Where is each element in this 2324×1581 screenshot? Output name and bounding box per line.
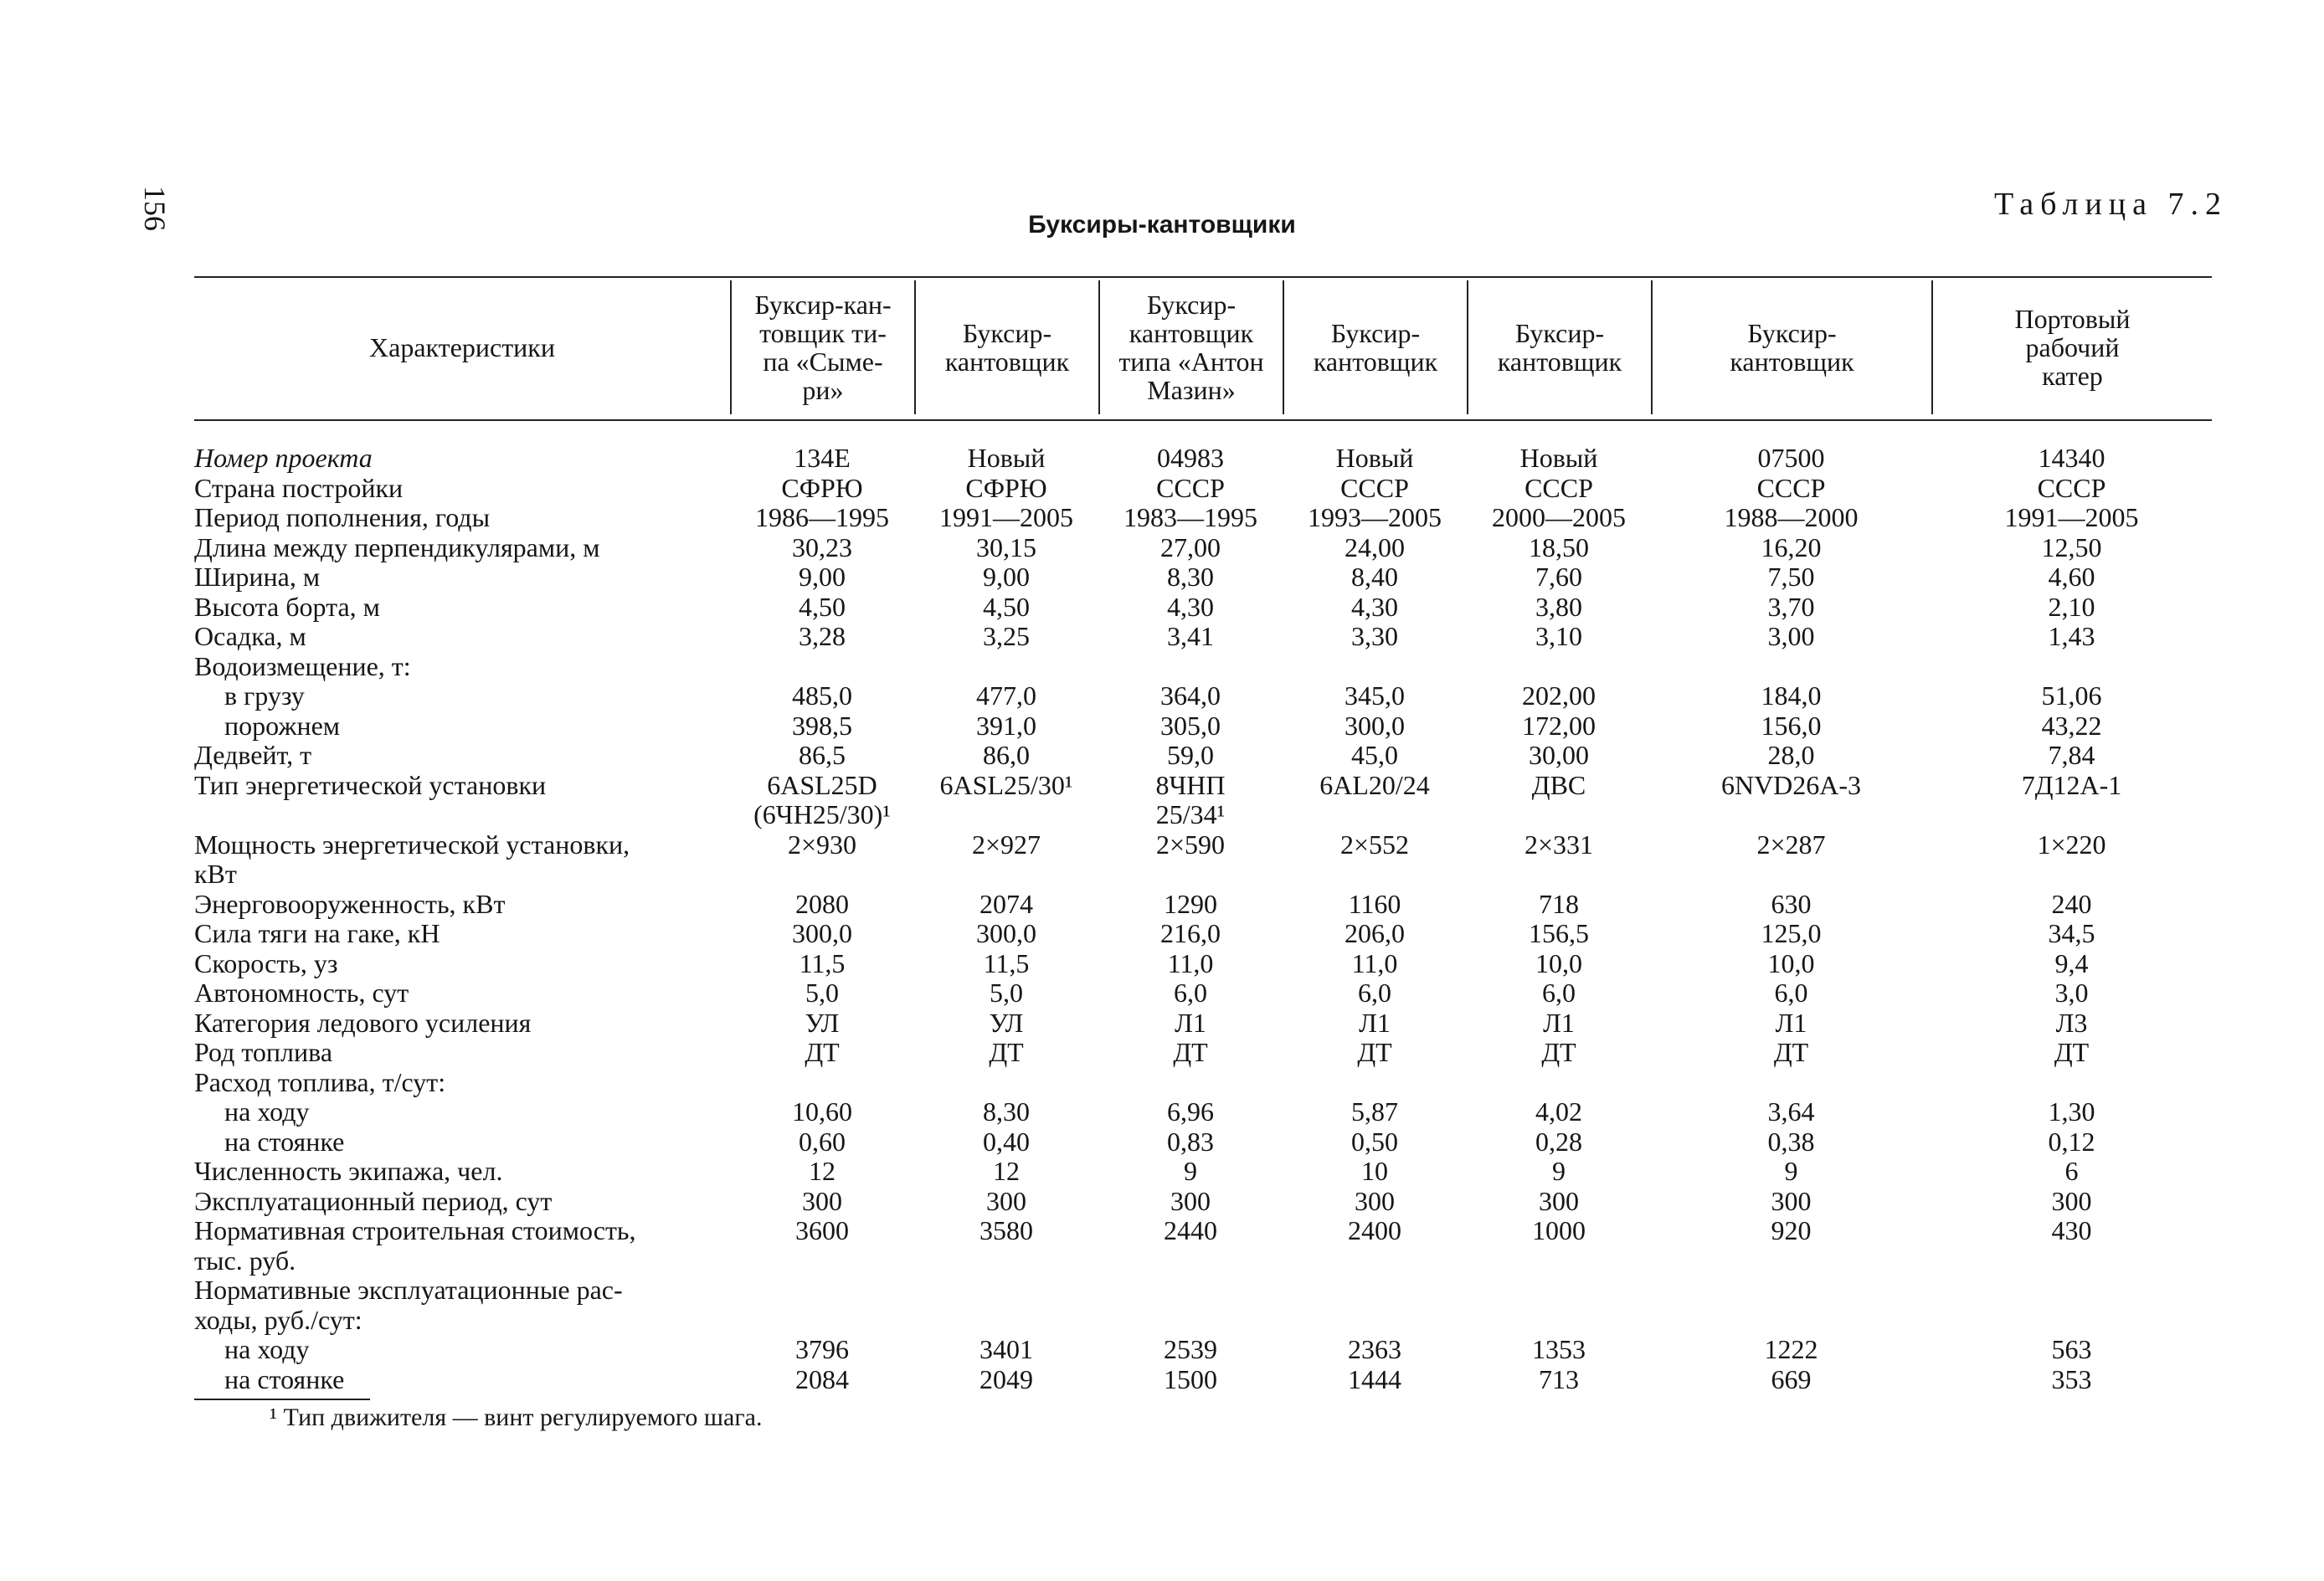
row-label: Эксплуатационный период, сут bbox=[194, 1185, 553, 1216]
cell-col-4: СССР bbox=[1340, 472, 1409, 503]
cell-col-1: 1986—1995 bbox=[755, 502, 889, 532]
cell-col-2: 3,25 bbox=[983, 621, 1030, 651]
cell-col-5 bbox=[1467, 1068, 1651, 1098]
cell-col-4 bbox=[1283, 1276, 1467, 1335]
cell-col-3: 1290 bbox=[1164, 888, 1217, 919]
table-row bbox=[194, 1068, 2212, 1098]
cell-col-7: ДТ bbox=[2054, 1037, 2090, 1067]
table-row bbox=[194, 978, 2212, 1009]
cell-col-5: 2×331 bbox=[1524, 829, 1594, 860]
cell-col-1: 3,28 bbox=[799, 621, 846, 651]
cell-col-6: 10,0 bbox=[1767, 947, 1815, 978]
table-row bbox=[194, 593, 2212, 623]
cell-col-2: 11,5 bbox=[983, 947, 1030, 978]
row-label: Дедвейт, т bbox=[194, 740, 312, 770]
row-label: Длина между перпендикулярами, м bbox=[194, 531, 600, 562]
cell-col-6: 156,0 bbox=[1761, 710, 1822, 741]
row-label: на стоянке bbox=[224, 1363, 345, 1394]
cell-col-7: 51,06 bbox=[2041, 680, 2102, 711]
cell-col-1: СФРЮ bbox=[781, 472, 863, 503]
table-row bbox=[194, 1097, 2212, 1127]
cell-col-6: 6,0 bbox=[1774, 978, 1808, 1008]
cell-col-1: 0,60 bbox=[799, 1126, 846, 1157]
cell-col-1: 11,5 bbox=[799, 947, 846, 978]
cell-col-3: 1500 bbox=[1164, 1363, 1217, 1394]
row-label: Расход топлива, т/сут: bbox=[194, 1066, 446, 1097]
row-label: Численность экипажа, чел. bbox=[194, 1156, 503, 1186]
row-label: Род топлива bbox=[194, 1037, 333, 1067]
cell-col-3 bbox=[1098, 1068, 1283, 1098]
table-top-rule bbox=[194, 276, 2212, 278]
header-col-7: Портовый рабочий катер bbox=[1931, 280, 2212, 414]
cell-col-3: СССР bbox=[1156, 472, 1225, 503]
cell-col-7: 3,0 bbox=[2054, 978, 2089, 1008]
cell-col-6: 669 bbox=[1771, 1363, 1812, 1394]
cell-col-5: 300 bbox=[1539, 1185, 1579, 1216]
table-row bbox=[194, 711, 2212, 742]
cell-col-2: 30,15 bbox=[976, 531, 1036, 562]
cell-col-2: 477,0 bbox=[976, 680, 1036, 711]
table-row bbox=[194, 949, 2212, 979]
cell-col-3: 216,0 bbox=[1160, 918, 1221, 948]
row-label: Сила тяги на гаке, кН bbox=[194, 918, 440, 948]
cell-col-2: 8,30 bbox=[983, 1096, 1030, 1127]
cell-col-5: ДВС bbox=[1531, 769, 1586, 800]
cell-col-6: ДТ bbox=[1773, 1037, 1809, 1067]
row-label: Нормативная строительная стоимость, тыс. руб. bbox=[194, 1215, 636, 1276]
cell-col-4: 2363 bbox=[1348, 1334, 1401, 1364]
cell-col-1: 10,60 bbox=[792, 1096, 852, 1127]
cell-col-1: УЛ bbox=[805, 1007, 840, 1038]
cell-col-6: 16,20 bbox=[1761, 531, 1822, 562]
cell-col-5: 4,02 bbox=[1535, 1096, 1582, 1127]
cell-col-7: 6 bbox=[2064, 1156, 2079, 1186]
cell-col-1: ДТ bbox=[805, 1037, 840, 1067]
cell-col-5 bbox=[1467, 652, 1651, 682]
table-title: Буксиры-кантовщики bbox=[1028, 211, 1296, 239]
cell-col-5: 10,0 bbox=[1535, 947, 1582, 978]
row-label: Скорость, уз bbox=[194, 947, 338, 978]
cell-col-6: Л1 bbox=[1775, 1007, 1807, 1038]
cell-col-6: 184,0 bbox=[1761, 680, 1822, 711]
cell-col-2 bbox=[914, 1068, 1098, 1098]
cell-col-1: 12 bbox=[809, 1156, 836, 1186]
cell-col-1: 398,5 bbox=[792, 710, 852, 741]
cell-col-4: 6,0 bbox=[1358, 978, 1391, 1008]
row-label: на стоянке bbox=[224, 1126, 345, 1157]
table-bottom-rule bbox=[194, 1399, 370, 1400]
header-col-2: Буксир- кантовщик bbox=[914, 280, 1098, 414]
cell-col-7: 1,30 bbox=[2048, 1096, 2095, 1127]
row-label: Нормативные эксплуатационные рас- ходы, руб./сут: bbox=[194, 1275, 623, 1335]
cell-col-4: 3,30 bbox=[1351, 621, 1398, 651]
cell-col-7: 2,10 bbox=[2048, 591, 2095, 622]
cell-col-4: 8,40 bbox=[1351, 562, 1398, 592]
cell-col-3: ДТ bbox=[1173, 1037, 1208, 1067]
cell-col-7: 240 bbox=[2051, 888, 2092, 919]
table-row bbox=[194, 1187, 2212, 1217]
cell-col-2: 5,0 bbox=[990, 978, 1023, 1008]
cell-col-4 bbox=[1283, 1068, 1467, 1098]
cell-col-6: 125,0 bbox=[1761, 918, 1822, 948]
cell-col-1 bbox=[730, 1276, 914, 1335]
cell-col-7: 1991—2005 bbox=[2004, 502, 2139, 532]
header-col-1: Буксир-кан- товщик ти- па «Сыме- ри» bbox=[730, 280, 914, 414]
table-row bbox=[194, 652, 2212, 682]
cell-col-3: 9 bbox=[1184, 1156, 1197, 1186]
row-label: Тип энергетической установки bbox=[194, 769, 547, 800]
cell-col-6: 3,70 bbox=[1767, 591, 1815, 622]
row-label: на ходу bbox=[224, 1334, 310, 1364]
table-row bbox=[194, 1335, 2212, 1365]
cell-col-3: 4,30 bbox=[1167, 591, 1214, 622]
cell-col-6: 3,64 bbox=[1767, 1096, 1815, 1127]
cell-col-4: Новый bbox=[1335, 443, 1414, 473]
cell-col-6 bbox=[1651, 652, 1931, 682]
cell-col-1: 3600 bbox=[795, 1215, 849, 1245]
cell-col-4: 206,0 bbox=[1345, 918, 1405, 948]
cell-col-5: 713 bbox=[1539, 1363, 1579, 1394]
cell-col-2: 6ASL25/30¹ bbox=[939, 769, 1073, 800]
table-row bbox=[194, 1157, 2212, 1187]
cell-col-7: 353 bbox=[2051, 1363, 2092, 1394]
cell-col-2: 300 bbox=[986, 1185, 1026, 1216]
cell-col-6: 630 bbox=[1771, 888, 1812, 919]
cell-col-7: СССР bbox=[2037, 472, 2106, 503]
cell-col-7: 14340 bbox=[2038, 443, 2105, 473]
table-row bbox=[194, 681, 2212, 711]
table-row bbox=[194, 1038, 2212, 1068]
cell-col-6: 7,50 bbox=[1767, 562, 1815, 592]
cell-col-5: 7,60 bbox=[1535, 562, 1582, 592]
cell-col-5: 1353 bbox=[1532, 1334, 1586, 1364]
cell-col-1: 300,0 bbox=[792, 918, 852, 948]
row-label: Мощность энергетической установки, кВт bbox=[194, 829, 630, 889]
cell-col-3: 2440 bbox=[1164, 1215, 1217, 1245]
cell-col-6: 1222 bbox=[1764, 1334, 1818, 1364]
cell-col-3 bbox=[1098, 1276, 1283, 1335]
header-col-6: Буксир- кантовщик bbox=[1651, 280, 1931, 414]
cell-col-2: СФРЮ bbox=[965, 472, 1047, 503]
cell-col-2: 4,50 bbox=[983, 591, 1030, 622]
cell-col-5: 3,10 bbox=[1535, 621, 1582, 651]
cell-col-2 bbox=[914, 652, 1098, 682]
cell-col-6: 28,0 bbox=[1767, 740, 1815, 770]
cell-col-3: 2×590 bbox=[1155, 829, 1226, 860]
cell-col-3: 6,96 bbox=[1167, 1096, 1214, 1127]
cell-col-1 bbox=[730, 652, 914, 682]
cell-col-2: Новый bbox=[967, 443, 1046, 473]
cell-col-2: 2×927 bbox=[971, 829, 1041, 860]
cell-col-5: Л1 bbox=[1543, 1007, 1575, 1038]
cell-col-4: 300,0 bbox=[1345, 710, 1405, 741]
cell-col-1: 300 bbox=[802, 1185, 842, 1216]
table-header bbox=[194, 280, 2212, 414]
cell-col-1: 30,23 bbox=[792, 531, 852, 562]
cell-col-1: 134Е bbox=[794, 443, 851, 473]
table-row bbox=[194, 890, 2212, 920]
cell-col-4: 4,30 bbox=[1351, 591, 1398, 622]
row-label: Номер проекта bbox=[194, 443, 373, 473]
cell-col-7: 430 bbox=[2051, 1215, 2092, 1245]
cell-col-6 bbox=[1651, 1068, 1931, 1098]
cell-col-4: 1160 bbox=[1348, 888, 1401, 919]
table-row bbox=[194, 1365, 2212, 1395]
cell-col-4: 2400 bbox=[1348, 1215, 1401, 1245]
header-col-3: Буксир- кантовщик типа «Антон Мазин» bbox=[1098, 280, 1283, 414]
cell-col-3: 300 bbox=[1170, 1185, 1211, 1216]
cell-col-3: 27,00 bbox=[1160, 531, 1221, 562]
cell-col-4: ДТ bbox=[1357, 1037, 1392, 1067]
cell-col-7: 7,84 bbox=[2048, 740, 2095, 770]
cell-col-7: 1,43 bbox=[2048, 621, 2095, 651]
cell-col-1: 2×930 bbox=[787, 829, 857, 860]
row-label: Период пополнения, годы bbox=[194, 502, 491, 532]
table-row bbox=[194, 1127, 2212, 1158]
cell-col-2: 3580 bbox=[979, 1215, 1033, 1245]
cell-col-6: 2×287 bbox=[1756, 829, 1826, 860]
cell-col-5: 18,50 bbox=[1529, 531, 1589, 562]
table-row bbox=[194, 622, 2212, 652]
cell-col-5: 172,00 bbox=[1522, 710, 1596, 741]
row-label: в грузу bbox=[224, 680, 305, 711]
cell-col-5: 0,28 bbox=[1535, 1126, 1582, 1157]
cell-col-7: 563 bbox=[2051, 1334, 2092, 1364]
page-number: 156 bbox=[138, 186, 172, 231]
row-label: Автономность, сут bbox=[194, 978, 409, 1008]
table-row bbox=[194, 1216, 2212, 1276]
table-label: Таблица 7.2 bbox=[1993, 187, 2228, 222]
cell-col-3: 6,0 bbox=[1174, 978, 1207, 1008]
cell-col-3: 0,83 bbox=[1167, 1126, 1214, 1157]
cell-col-6: 3,00 bbox=[1767, 621, 1815, 651]
cell-col-6: 0,38 bbox=[1767, 1126, 1815, 1157]
table-row bbox=[194, 533, 2212, 563]
row-label: Ширина, м bbox=[194, 562, 321, 592]
cell-col-1: 5,0 bbox=[805, 978, 839, 1008]
row-label: Водоизмещение, т: bbox=[194, 650, 411, 681]
table-row bbox=[194, 1009, 2212, 1039]
cell-col-2: 2049 bbox=[979, 1363, 1033, 1394]
cell-col-3: 11,0 bbox=[1167, 947, 1214, 978]
cell-col-5: 6,0 bbox=[1542, 978, 1576, 1008]
cell-col-3: 04983 bbox=[1157, 443, 1224, 473]
cell-col-3: 1983—1995 bbox=[1123, 502, 1257, 532]
cell-col-3: 364,0 bbox=[1160, 680, 1221, 711]
cell-col-5: СССР bbox=[1524, 472, 1593, 503]
table-row bbox=[194, 771, 2212, 830]
cell-col-7: 34,5 bbox=[2048, 918, 2095, 948]
cell-col-4: 300 bbox=[1355, 1185, 1395, 1216]
cell-col-5: 3,80 bbox=[1535, 591, 1582, 622]
footnote: ¹ Тип движителя — винт регулируемого шага. bbox=[270, 1404, 763, 1431]
cell-col-1 bbox=[730, 1068, 914, 1098]
cell-col-2: 12 bbox=[993, 1156, 1020, 1186]
table-row bbox=[194, 503, 2212, 533]
cell-col-7: 300 bbox=[2051, 1185, 2092, 1216]
cell-col-5: 1000 bbox=[1532, 1215, 1586, 1245]
cell-col-4: Л1 bbox=[1359, 1007, 1391, 1038]
cell-col-1: 2084 bbox=[795, 1363, 849, 1394]
cell-col-3 bbox=[1098, 652, 1283, 682]
cell-col-6: 07500 bbox=[1757, 443, 1825, 473]
cell-col-7: 4,60 bbox=[2048, 562, 2095, 592]
table-row bbox=[194, 444, 2212, 474]
cell-col-4: 1444 bbox=[1348, 1363, 1401, 1394]
cell-col-3: 305,0 bbox=[1160, 710, 1221, 741]
cell-col-4: 0,50 bbox=[1351, 1126, 1398, 1157]
cell-col-1: 9,00 bbox=[799, 562, 846, 592]
cell-col-5: ДТ bbox=[1541, 1037, 1576, 1067]
cell-col-3: Л1 bbox=[1175, 1007, 1206, 1038]
cell-col-6: 6NVD26A-3 bbox=[1720, 769, 1862, 800]
cell-col-2: 86,0 bbox=[983, 740, 1030, 770]
cell-col-2: 2074 bbox=[979, 888, 1033, 919]
cell-col-6: 9 bbox=[1784, 1156, 1798, 1186]
cell-col-1: 4,50 bbox=[799, 591, 846, 622]
cell-col-7: 43,22 bbox=[2041, 710, 2102, 741]
cell-col-6: 920 bbox=[1771, 1215, 1812, 1245]
table-row bbox=[194, 474, 2212, 504]
cell-col-7: 12,50 bbox=[2041, 531, 2102, 562]
cell-col-3: 8,30 bbox=[1167, 562, 1214, 592]
header-col-5: Буксир- кантовщик bbox=[1467, 280, 1651, 414]
cell-col-2: 9,00 bbox=[983, 562, 1030, 592]
cell-col-4 bbox=[1283, 652, 1467, 682]
cell-col-4: 10 bbox=[1361, 1156, 1388, 1186]
cell-col-5: 156,5 bbox=[1529, 918, 1589, 948]
table-row bbox=[194, 562, 2212, 593]
cell-col-5: Новый bbox=[1519, 443, 1598, 473]
row-label: Страна постройки bbox=[194, 472, 404, 503]
table-row bbox=[194, 919, 2212, 949]
cell-col-6: 1988—2000 bbox=[1724, 502, 1859, 532]
row-label: порожнем bbox=[224, 710, 341, 741]
cell-col-7: 9,4 bbox=[2054, 947, 2089, 978]
cell-col-3: 2539 bbox=[1164, 1334, 1217, 1364]
header-characteristics: Характеристики bbox=[369, 332, 555, 362]
cell-col-7 bbox=[1931, 652, 2212, 682]
cell-col-7: 1×220 bbox=[2037, 829, 2106, 860]
table-header-rule bbox=[194, 419, 2212, 421]
cell-col-2: 0,40 bbox=[983, 1126, 1030, 1157]
row-label: Высота борта, м bbox=[194, 591, 380, 622]
cell-col-3: 59,0 bbox=[1167, 740, 1214, 770]
cell-col-4: 45,0 bbox=[1351, 740, 1398, 770]
cell-col-4: 2×552 bbox=[1339, 829, 1410, 860]
cell-col-1: 485,0 bbox=[792, 680, 852, 711]
cell-col-6: СССР bbox=[1756, 472, 1826, 503]
cell-col-2: 3401 bbox=[979, 1334, 1033, 1364]
cell-col-7 bbox=[1931, 1068, 2212, 1098]
table-row bbox=[194, 741, 2212, 771]
table-row bbox=[194, 1276, 2212, 1335]
cell-col-5: 30,00 bbox=[1529, 740, 1589, 770]
cell-col-2: 1991—2005 bbox=[939, 502, 1073, 532]
cell-col-2: ДТ bbox=[989, 1037, 1024, 1067]
cell-col-4: 11,0 bbox=[1351, 947, 1398, 978]
table-body bbox=[194, 444, 2212, 1394]
cell-col-1: 3796 bbox=[795, 1334, 849, 1364]
row-label: на ходу bbox=[224, 1096, 310, 1127]
row-label: Энерговооруженность, кВт bbox=[194, 888, 506, 919]
cell-col-4: 24,00 bbox=[1345, 531, 1405, 562]
cell-col-7: Л3 bbox=[2055, 1007, 2088, 1038]
cell-col-4: 345,0 bbox=[1345, 680, 1405, 711]
cell-col-2: 391,0 bbox=[976, 710, 1036, 741]
table-row bbox=[194, 830, 2212, 890]
cell-col-1: 6ASL25D (6ЧН25/30)¹ bbox=[753, 769, 891, 829]
cell-col-3: 8ЧНП 25/34¹ bbox=[1155, 769, 1226, 829]
cell-col-5: 2000—2005 bbox=[1492, 502, 1626, 532]
cell-col-7: 7Д12А-1 bbox=[2021, 769, 2122, 800]
cell-col-6 bbox=[1651, 1276, 1931, 1335]
cell-col-5: 202,00 bbox=[1522, 680, 1596, 711]
cell-col-4: 6AL20/24 bbox=[1319, 769, 1430, 800]
cell-col-1: 86,5 bbox=[799, 740, 846, 770]
cell-col-3: 3,41 bbox=[1167, 621, 1214, 651]
cell-col-4: 1993—2005 bbox=[1308, 502, 1442, 532]
cell-col-2: УЛ bbox=[989, 1007, 1024, 1038]
cell-col-7: 0,12 bbox=[2048, 1126, 2095, 1157]
cell-col-5: 718 bbox=[1539, 888, 1579, 919]
header-col-4: Буксир- кантовщик bbox=[1283, 280, 1467, 414]
cell-col-7 bbox=[1931, 1276, 2212, 1335]
row-label: Осадка, м bbox=[194, 621, 306, 651]
cell-col-5 bbox=[1467, 1276, 1651, 1335]
cell-col-5: 9 bbox=[1552, 1156, 1566, 1186]
cell-col-6: 300 bbox=[1771, 1185, 1812, 1216]
cell-col-2: 300,0 bbox=[976, 918, 1036, 948]
row-label: Категория ледового усиления bbox=[194, 1007, 532, 1038]
cell-col-2 bbox=[914, 1276, 1098, 1335]
cell-col-4: 5,87 bbox=[1351, 1096, 1398, 1127]
cell-col-1: 2080 bbox=[795, 888, 849, 919]
